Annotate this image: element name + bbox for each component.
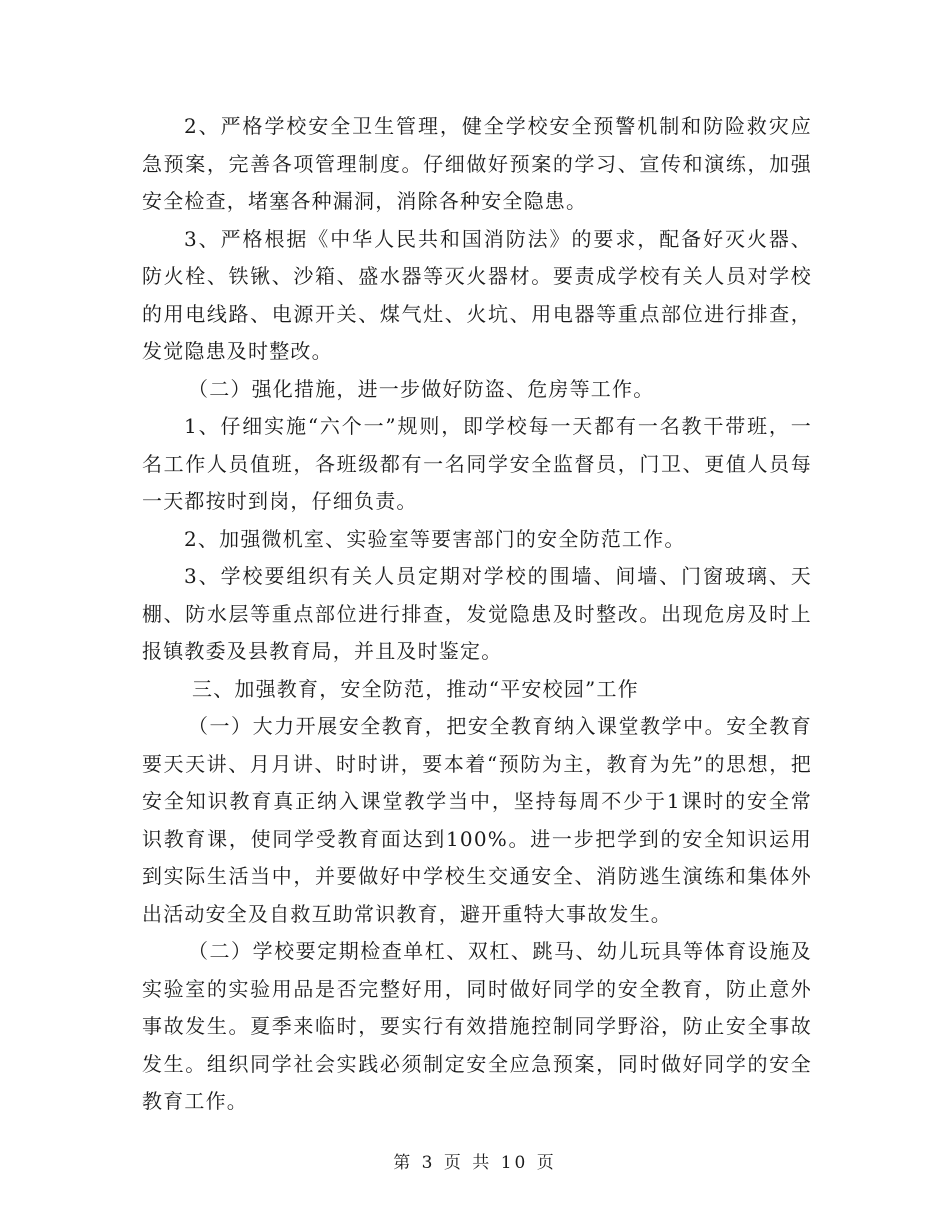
paragraph-section-1: （一）大力开展安全教育，把安全教育纳入课堂教学中。安全教育要天天讲、月月讲、时时讲，要本着“预防为主，教育为先”的思想，把安全知识教育真正纳入课堂教学当中，坚持每周不少于1课时的安全常识教育课，使同学受教育面达到100%。进一步把学到的安全知识运用到实际生活当中，并要做好中学校生交通安全、消防逃生演练和集体外出活动安全及自救互助常识教育，避开重特大事故发生。 <box>142 714 812 926</box>
document-body <box>142 108 812 1121</box>
paragraph-item-2: 2、严格学校安全卫生管理，健全学校安全预警机制和防险救灾应急预案，完善各项管理制度。仔细做好预案的学习、宣传和演练，加强安全检查，堵塞各种漏洞，消除各种安全隐患。 <box>142 114 812 213</box>
paragraph-section-2: （二）学校要定期检查单杠、双杠、跳马、幼儿玩具等体育设施及实验室的实验用品是否完整好用，同时做好同学的安全教育，防止意外事故发生。夏季来临时，要实行有效措施控制同学野浴，防止安全事故发生。组织同学社会实践必须制定安全应急预案，同时做好同学的安全教育工作。 <box>142 939 812 1113</box>
paragraph-item-3: 3、严格根据《中华人民共和国消防法》的要求，配备好灭火器、防火栓、铁锹、沙箱、盛水器等灭火器材。要责成学校有关人员对学校的用电线路、电源开关、煤气灶、火坑、用电器等重点部位进行排查，发觉隐患及时整改。 <box>142 226 812 363</box>
paragraph-item-2b: 2、加强微机室、实验室等要害部门的安全防范工作。 <box>184 526 686 551</box>
section-heading-2: （二）强化措施，进一步做好防盗、危房等工作。 <box>188 376 655 401</box>
chapter-heading-3: 三、加强教育，安全防范，推动“平安校园”工作 <box>192 676 639 701</box>
page-number-footer: 第 3 页 共 10 页 <box>393 1153 557 1173</box>
paragraph-item-3b: 3、学校要组织有关人员定期对学校的围墙、间墙、门窗玻璃、天棚、防水层等重点部位进行排查，发觉隐患及时整改。出现危房及时上报镇教委及县教育局，并且及时鉴定。 <box>142 564 812 663</box>
paragraph-item-1: 1、仔细实施“六个一”规则，即学校每一天都有一名教干带班，一名工作人员值班，各班级都有一名同学安全监督员，门卫、更值人员每一天都按时到岗，仔细负责。 <box>142 414 812 513</box>
